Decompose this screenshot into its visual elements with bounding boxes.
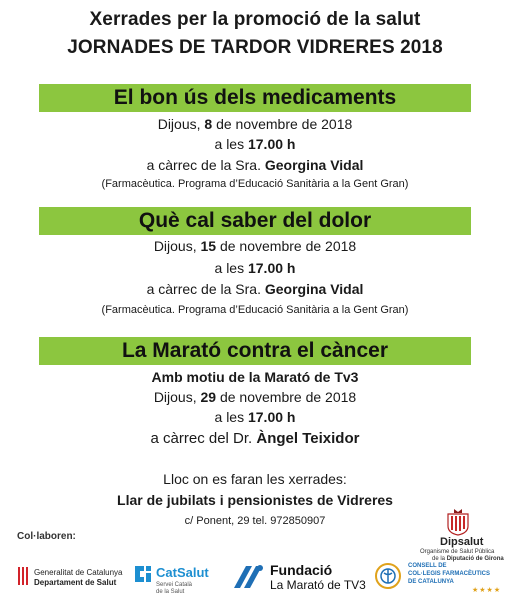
fundacio-line2: La Marató de TV3	[270, 578, 366, 592]
consell-line1: CONSELL DE	[408, 563, 447, 569]
consell-line2: COL·LEGIS FARMACÈUTICS	[408, 571, 490, 577]
talk-1-date: Dijous, 8 de novembre de 2018	[157, 116, 353, 132]
catsalut-logo	[132, 560, 218, 600]
consell-stars: ★★★★	[472, 587, 502, 594]
catsalut-line1: Servei Català	[156, 582, 193, 588]
page-subtitle: JORNADES DE TARDOR VIDRERES 2018	[67, 37, 443, 58]
catalan-flag-icon	[17, 567, 29, 585]
talk-1-title: El bon ús dels medicaments	[39, 84, 471, 112]
talk-3-date: Dijous, 29 de novembre de 2018	[153, 389, 357, 405]
talk-1-time: a les 17.00 h	[214, 136, 296, 152]
talk-2-title: Què cal saber del dolor	[39, 207, 471, 235]
pharmacy-emblem-icon	[374, 562, 402, 590]
talk-1-speaker: a càrrec de la Sra. Georgina Vidal	[146, 157, 364, 173]
dipsalut-name: Dipsalut	[440, 536, 484, 548]
generalitat-line2: Departament de Salut	[34, 578, 117, 587]
dipsalut-emblem-icon	[446, 508, 470, 536]
dipsalut-line2: de la Diputació de Girona	[432, 556, 504, 562]
catsalut-line2: de la Salut	[156, 589, 185, 595]
fundacio-marato-logo	[232, 560, 366, 594]
fundacio-line1: Fundació	[270, 562, 333, 578]
page-title: Xerrades per la promoció de la salut	[89, 9, 421, 30]
consell-farmaceutics-logo	[374, 558, 504, 598]
venue-intro: Lloc on es faran les xerrades:	[163, 471, 347, 487]
talk-2-speaker: a càrrec de la Sra. Georgina Vidal	[146, 281, 364, 297]
marato-runner-icon	[232, 562, 266, 590]
generalitat-logo	[17, 565, 127, 591]
collaborators-label: Col·laboren:	[17, 531, 76, 542]
talk-3-motive: Amb motiu de la Marató de Tv3	[151, 369, 359, 385]
talk-2-note: (Farmacèutica. Programa d’Educació Sanitària a la Gent Gran)	[101, 304, 409, 316]
venue-name: Llar de jubilats i pensionistes de Vidreres	[117, 492, 393, 508]
talk-3-speaker: a càrrec del Dr. Àngel Teixidor	[150, 430, 360, 447]
consell-line3: DE CATALUNYA	[408, 579, 454, 585]
generalitat-line1: Generalitat de Catalunya	[34, 568, 123, 577]
talk-2-date: Dijous, 15 de novembre de 2018	[153, 238, 357, 254]
talk-2-time: a les 17.00 h	[214, 260, 296, 276]
talk-3-title: La Marató contra el càncer	[39, 337, 471, 365]
talk-3-time: a les 17.00 h	[214, 409, 296, 425]
dipsalut-line1: Organisme de Salut Pública	[420, 549, 495, 555]
venue-address: c/ Ponent, 29 tel. 972850907	[184, 515, 326, 527]
catsalut-symbol-icon	[132, 562, 154, 586]
catsalut-name: CatSalut	[156, 565, 209, 580]
talk-1-note: (Farmacèutica. Programa d’Educació Sanitària a la Gent Gran)	[101, 178, 409, 190]
